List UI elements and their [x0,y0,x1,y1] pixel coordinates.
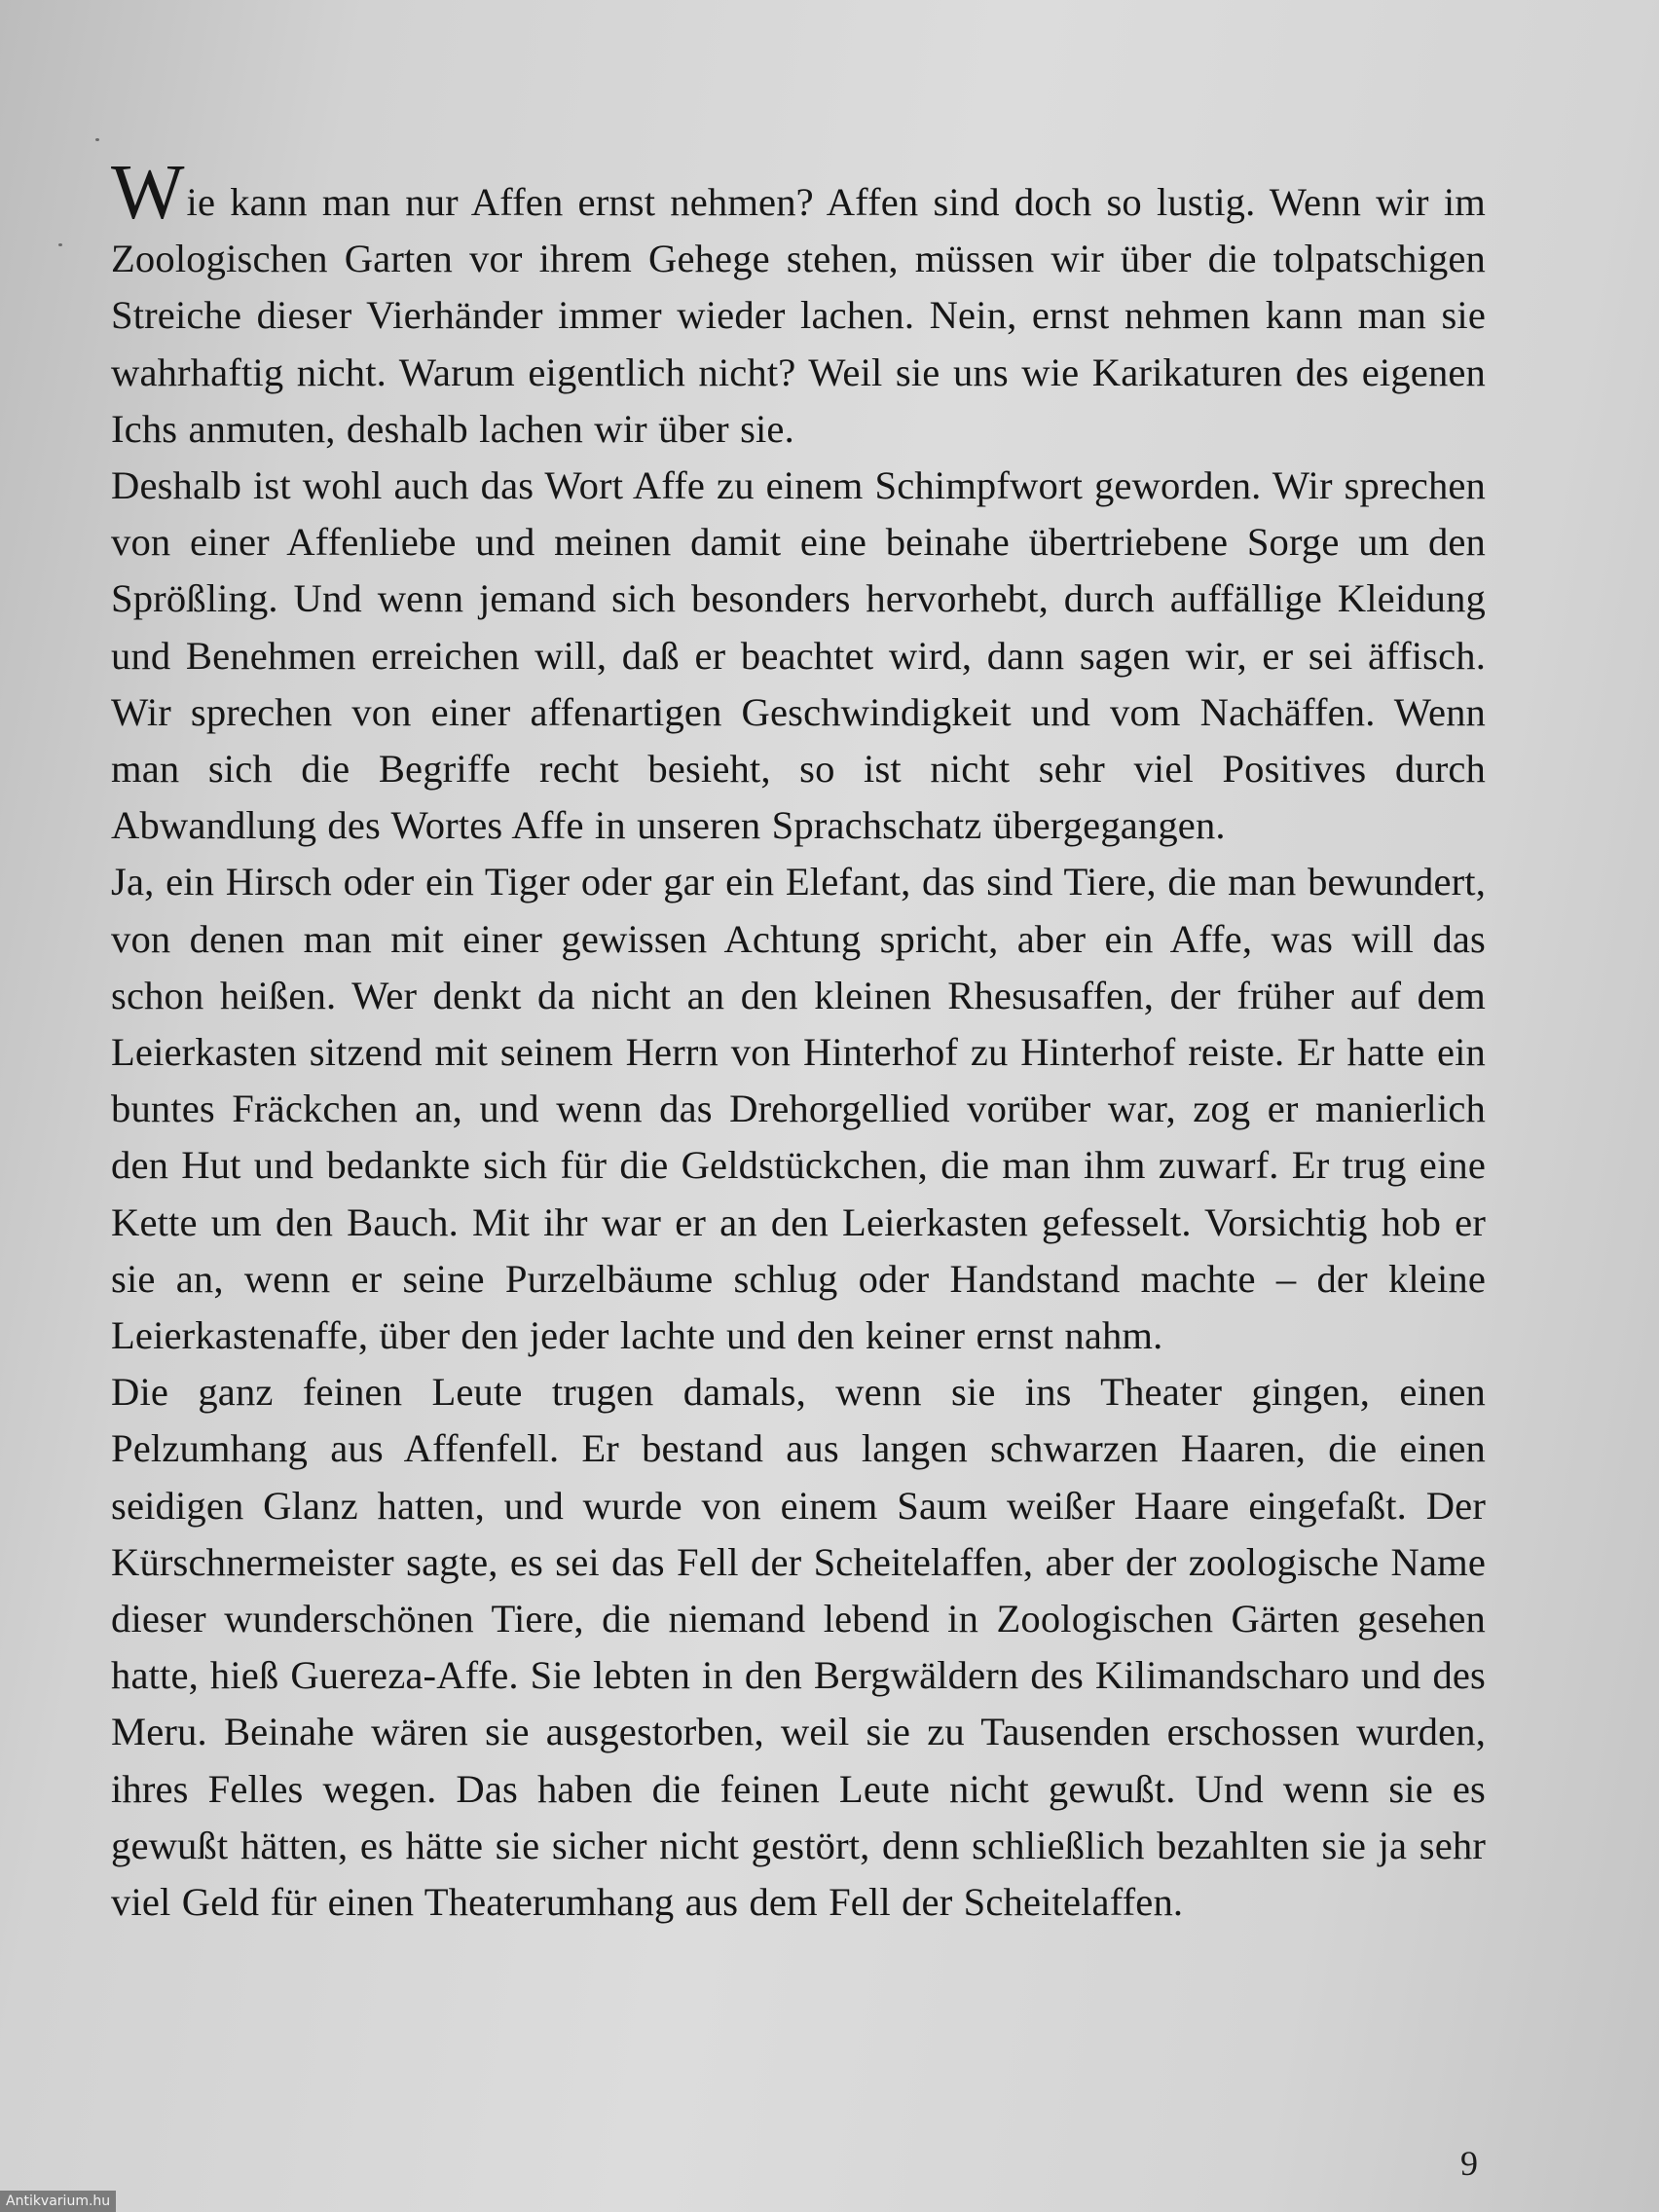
page-number: 9 [1460,2144,1478,2183]
paper-speck [95,138,99,141]
drop-cap-initial: W [111,150,181,236]
paragraph-2: Deshalb ist wohl auch das Wort Affe zu einem Schimpfwort geworden. Wir sprechen von einer Affenliebe und meinen damit eine beinahe übertriebene Sorge um den Sprößling. Und wenn jemand sich besonders hervorhebt, durch auffällige Kleidung und Benehmen erreichen will, daß er beachtet wird, dann sagen wir, er sei äffisch. Wir sprechen von einer affenartigen Geschwindigkeit und vom Nachäffen. Wenn man sich die Begriffe recht besieht, so ist nicht sehr viel Positives durch Abwandlung des Wortes Affe in unseren Sprachschatz übergegangen. [111,463,1486,848]
paragraph-3: Ja, ein Hirsch oder ein Tiger oder gar ein Elefant, das sind Tiere, die man bewundert, von denen man mit einer gewissen Achtung spricht, aber ein Affe, was will das schon heißen. Wer denkt da nicht an den kleinen Rhesusaffen, der früher auf dem Leierkasten sitzend mit seinem Herrn von Hinterhof zu Hinterhof reiste. Er hatte ein buntes Fräckchen an, und wenn das Drehorgellied vorüber war, zog er manierlich den Hut und bedankte sich für die Geldstückchen, die man ihm zuwarf. Er trug eine Kette um den Bauch. Mit ihr war er an den Leierkasten gefesselt. Vorsichtig hob er sie an, wenn er seine Purzelbäume schlug oder Handstand machte – der kleine Leierkastenaffe, über den jeder lachte und den keiner ernst nahm. [111,860,1486,1358]
paper-speck [58,243,62,246]
paragraph-1 [111,150,1486,458]
paragraph-4: Die ganz feinen Leute trugen damals, wenn sie ins Theater gingen, einen Pelzumhang aus Affenfell. Er bestand aus langen schwarzen Haaren, die einen seidigen Glanz hatten, und wurde von einem Saum weißer Haare eingefaßt. Der Kürschnermeister sagte, es sei das Fell der Scheitelaffen, aber der zoologische Name dieser wunderschönen Tiere, die niemand lebend in Zoologischen Gärten gesehen hatte, hieß Guereza-Affe. Sie lebten in den Bergwäldern des Kilimandscharo und des Meru. Beinahe wären sie ausgestorben, weil sie zu Tausenden erschossen wurden, ihres Felles wegen. Das haben die feinen Leute nicht gewußt. Und wenn sie es gewußt hätten, es hätte sie sicher nicht gestört, denn schließlich bezahlten sie ja sehr viel Geld für einen Theaterumhang aus dem Fell der Scheitelaffen. [111,1370,1486,1925]
watermark: Antikvarium.hu [0,2191,116,2212]
body-text [111,150,1486,1931]
paragraph-1-text: ie kann man nur Affen ernst nehmen? Affen sind doch so lustig. Wenn wir im Zoologischen Garten vor ihrem Gehege stehen, müssen wir über die tolpatschigen Streiche dieser Vierhänder immer wieder lachen. Nein, ernst nehmen kann man sie wahrhaftig nicht. Warum eigentlich nicht? Weil sie uns wie Karikaturen des eigenen Ichs anmuten, deshalb lachen wir über sie. [111,180,1486,451]
